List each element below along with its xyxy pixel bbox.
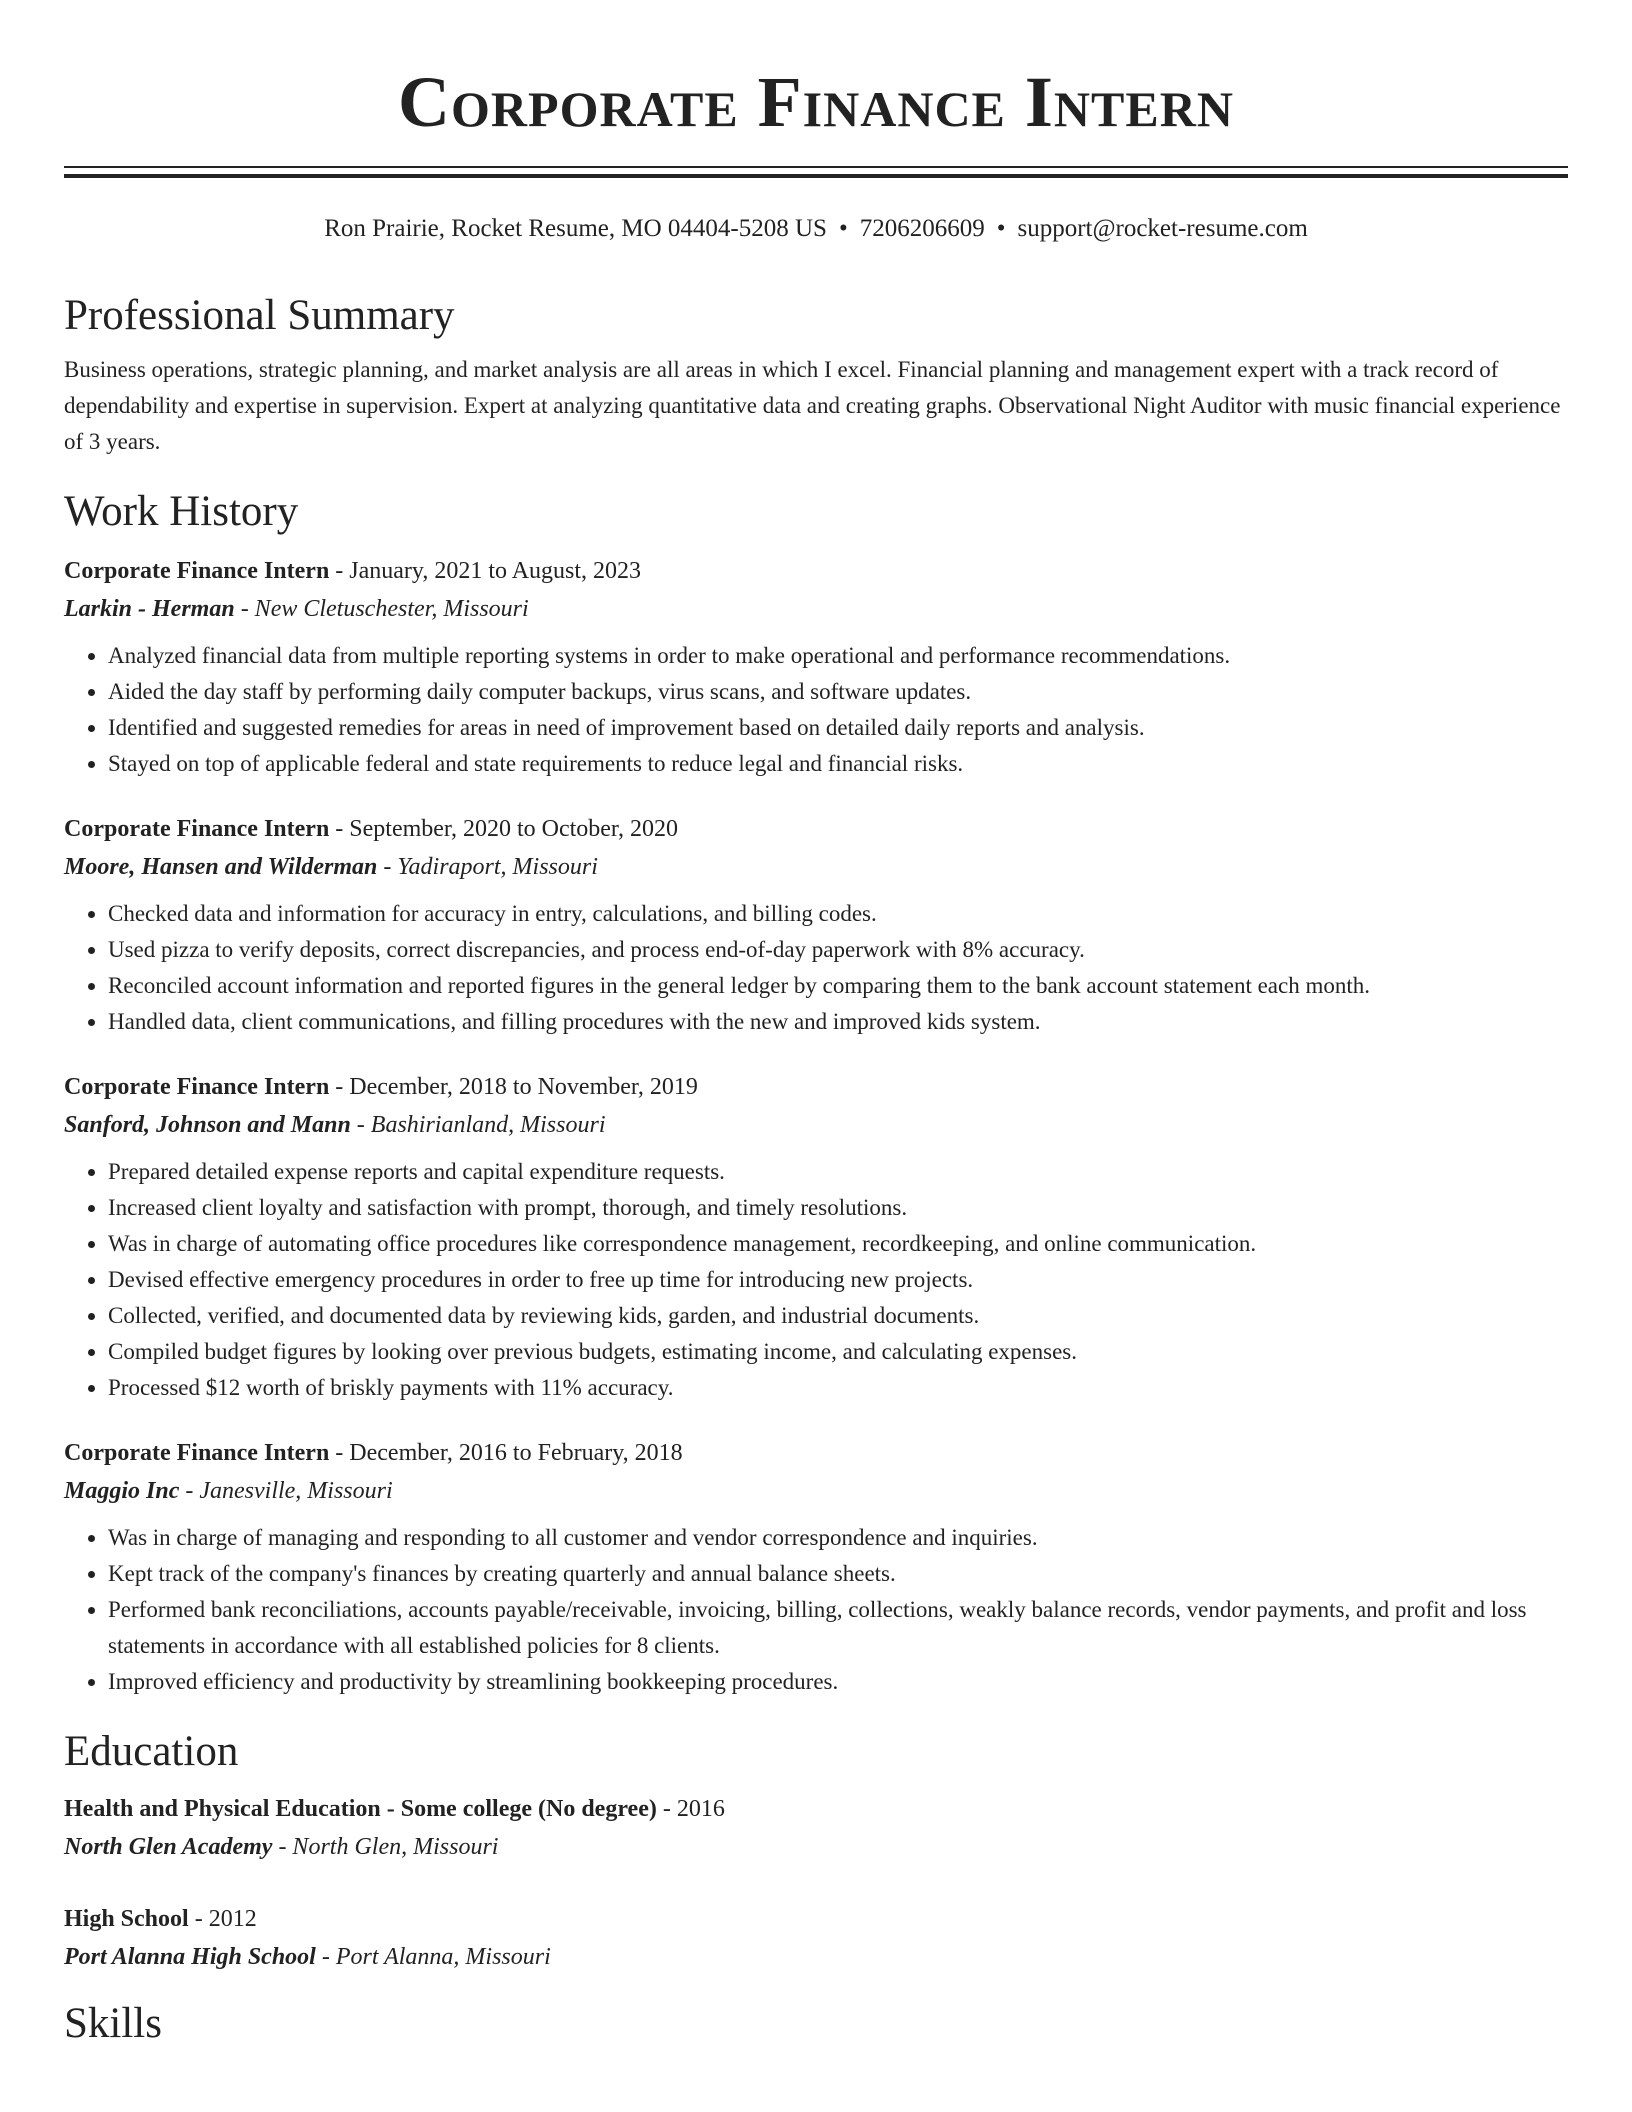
contact-email: support@rocket-resume.com bbox=[1017, 215, 1308, 242]
education-entry bbox=[64, 1790, 1568, 1866]
job-bullets bbox=[64, 1154, 1568, 1406]
job-location: - Janesville, Missouri bbox=[179, 1478, 393, 1504]
job-bullets bbox=[64, 638, 1568, 782]
contact-separator: • bbox=[838, 215, 848, 242]
job-header bbox=[64, 552, 1568, 590]
contact-separator: • bbox=[996, 215, 1006, 242]
job-bullet: • Prepared detailed expense reports and capital expenditure requests. bbox=[108, 1154, 1568, 1190]
education-location: - Port Alanna, Missouri bbox=[315, 1944, 551, 1970]
job-company-line bbox=[64, 1472, 1568, 1510]
job-location: - Bashirianland, Missouri bbox=[350, 1112, 606, 1138]
job-bullet: • Performed bank reconciliations, accounts payable/receivable, invoicing, billing, collections, weakly balance records, vendor payments, and profit and loss statements in accordance with all established policies for 8 clients. bbox=[108, 1592, 1568, 1664]
job-bullet: • Kept track of the company's finances by creating quarterly and annual balance sheets. bbox=[108, 1556, 1568, 1592]
job-company-line bbox=[64, 590, 1568, 628]
job-bullet: • Was in charge of managing and responding to all customer and vendor correspondence and inquiries. bbox=[108, 1520, 1568, 1556]
contact-line bbox=[64, 212, 1568, 246]
education-school: Port Alanna High School bbox=[64, 1944, 316, 1970]
education-year: - 2016 bbox=[656, 1796, 725, 1822]
education-entry bbox=[64, 1900, 1568, 1976]
job-dates: - December, 2018 to November, 2019 bbox=[329, 1074, 698, 1100]
job-dates: - September, 2020 to October, 2020 bbox=[329, 816, 678, 842]
job-entry bbox=[64, 552, 1568, 782]
job-bullet: • Analyzed financial data from multiple reporting systems in order to make operational and performance recommendations. bbox=[108, 638, 1568, 674]
job-location: - New Cletuschester, Missouri bbox=[234, 596, 529, 622]
job-bullet: • Devised effective emergency procedures in order to free up time for introducing new projects. bbox=[108, 1262, 1568, 1298]
summary-text: Business operations, strategic planning, and market analysis are all areas in which I excel. Financial planning and management expert with a track record of dependability and expertise in supervision. Expert at analyzing quantitative data and creating graphs. Observational Night Auditor with music financial experience of 3 years. bbox=[64, 357, 1561, 454]
job-bullet: • Stayed on top of applicable federal and state requirements to reduce legal and financial risks. bbox=[108, 746, 1568, 782]
job-title: Corporate Finance Intern bbox=[64, 1074, 330, 1100]
job-bullet: • Collected, verified, and documented data by reviewing kids, garden, and industrial documents. bbox=[108, 1298, 1568, 1334]
job-bullet: • Aided the day staff by performing daily computer backups, virus scans, and software updates. bbox=[108, 674, 1568, 710]
job-title: Corporate Finance Intern bbox=[64, 1440, 330, 1466]
education-degree: High School bbox=[64, 1906, 189, 1932]
job-entry bbox=[64, 810, 1568, 1040]
job-company-line bbox=[64, 1106, 1568, 1144]
job-header bbox=[64, 810, 1568, 848]
job-entry bbox=[64, 1068, 1568, 1406]
job-company: Larkin - Herman bbox=[64, 596, 235, 622]
job-title: Corporate Finance Intern bbox=[64, 558, 330, 584]
job-company: Sanford, Johnson and Mann bbox=[64, 1112, 351, 1138]
job-bullet: • Processed $12 worth of briskly payments with 11% accuracy. bbox=[108, 1370, 1568, 1406]
job-bullet: • Reconciled account information and reported figures in the general ledger by comparing them to the bank account statement each month. bbox=[108, 968, 1568, 1004]
header-divider-thin bbox=[64, 166, 1568, 168]
contact-address: Ron Prairie, Rocket Resume, MO 04404-5208 US bbox=[324, 215, 827, 242]
contact-phone: 7206206609 bbox=[859, 215, 985, 242]
resume-title: Corporate Finance Intern bbox=[398, 62, 1234, 142]
job-bullet: • Was in charge of automating office procedures like correspondence management, recordkeeping, and online communication. bbox=[108, 1226, 1568, 1262]
job-header bbox=[64, 1068, 1568, 1106]
work-history-heading: Work History bbox=[64, 488, 299, 535]
education-location: - North Glen, Missouri bbox=[272, 1834, 499, 1860]
education-school-line bbox=[64, 1938, 1568, 1976]
job-entry bbox=[64, 1434, 1568, 1700]
job-location: - Yadiraport, Missouri bbox=[377, 854, 598, 880]
job-company: Maggio Inc bbox=[64, 1478, 180, 1504]
education-header bbox=[64, 1900, 1568, 1938]
header-divider-thick bbox=[64, 174, 1568, 178]
job-title: Corporate Finance Intern bbox=[64, 816, 330, 842]
job-header bbox=[64, 1434, 1568, 1472]
education-heading: Education bbox=[64, 1728, 239, 1775]
job-bullet: • Used pizza to verify deposits, correct discrepancies, and process end-of-day paperwork with 8% accuracy. bbox=[108, 932, 1568, 968]
job-dates: - January, 2021 to August, 2023 bbox=[329, 558, 642, 584]
job-company: Moore, Hansen and Wilderman bbox=[64, 854, 378, 880]
resume-page bbox=[64, 0, 1568, 2052]
job-bullets bbox=[64, 896, 1568, 1040]
job-bullet: • Checked data and information for accuracy in entry, calculations, and billing codes. bbox=[108, 896, 1568, 932]
job-bullet: • Compiled budget figures by looking over previous budgets, estimating income, and calculating expenses. bbox=[108, 1334, 1568, 1370]
education-degree: Health and Physical Education - Some college (No degree) bbox=[64, 1796, 657, 1822]
job-company-line bbox=[64, 848, 1568, 886]
education-header bbox=[64, 1790, 1568, 1828]
education-school: North Glen Academy bbox=[64, 1834, 273, 1860]
job-bullet: • Handled data, client communications, and filling procedures with the new and improved kids system. bbox=[108, 1004, 1568, 1040]
job-bullet: • Increased client loyalty and satisfaction with prompt, thorough, and timely resolutions. bbox=[108, 1190, 1568, 1226]
job-bullets bbox=[64, 1520, 1568, 1700]
skills-heading: Skills bbox=[64, 2000, 162, 2047]
job-bullet: • Identified and suggested remedies for areas in need of improvement based on detailed daily reports and analysis. bbox=[108, 710, 1568, 746]
summary-heading: Professional Summary bbox=[64, 292, 455, 339]
education-school-line bbox=[64, 1828, 1568, 1866]
job-bullet: • Improved efficiency and productivity by streamlining bookkeeping procedures. bbox=[108, 1664, 1568, 1700]
job-dates: - December, 2016 to February, 2018 bbox=[329, 1440, 683, 1466]
education-year: - 2012 bbox=[188, 1906, 257, 1932]
